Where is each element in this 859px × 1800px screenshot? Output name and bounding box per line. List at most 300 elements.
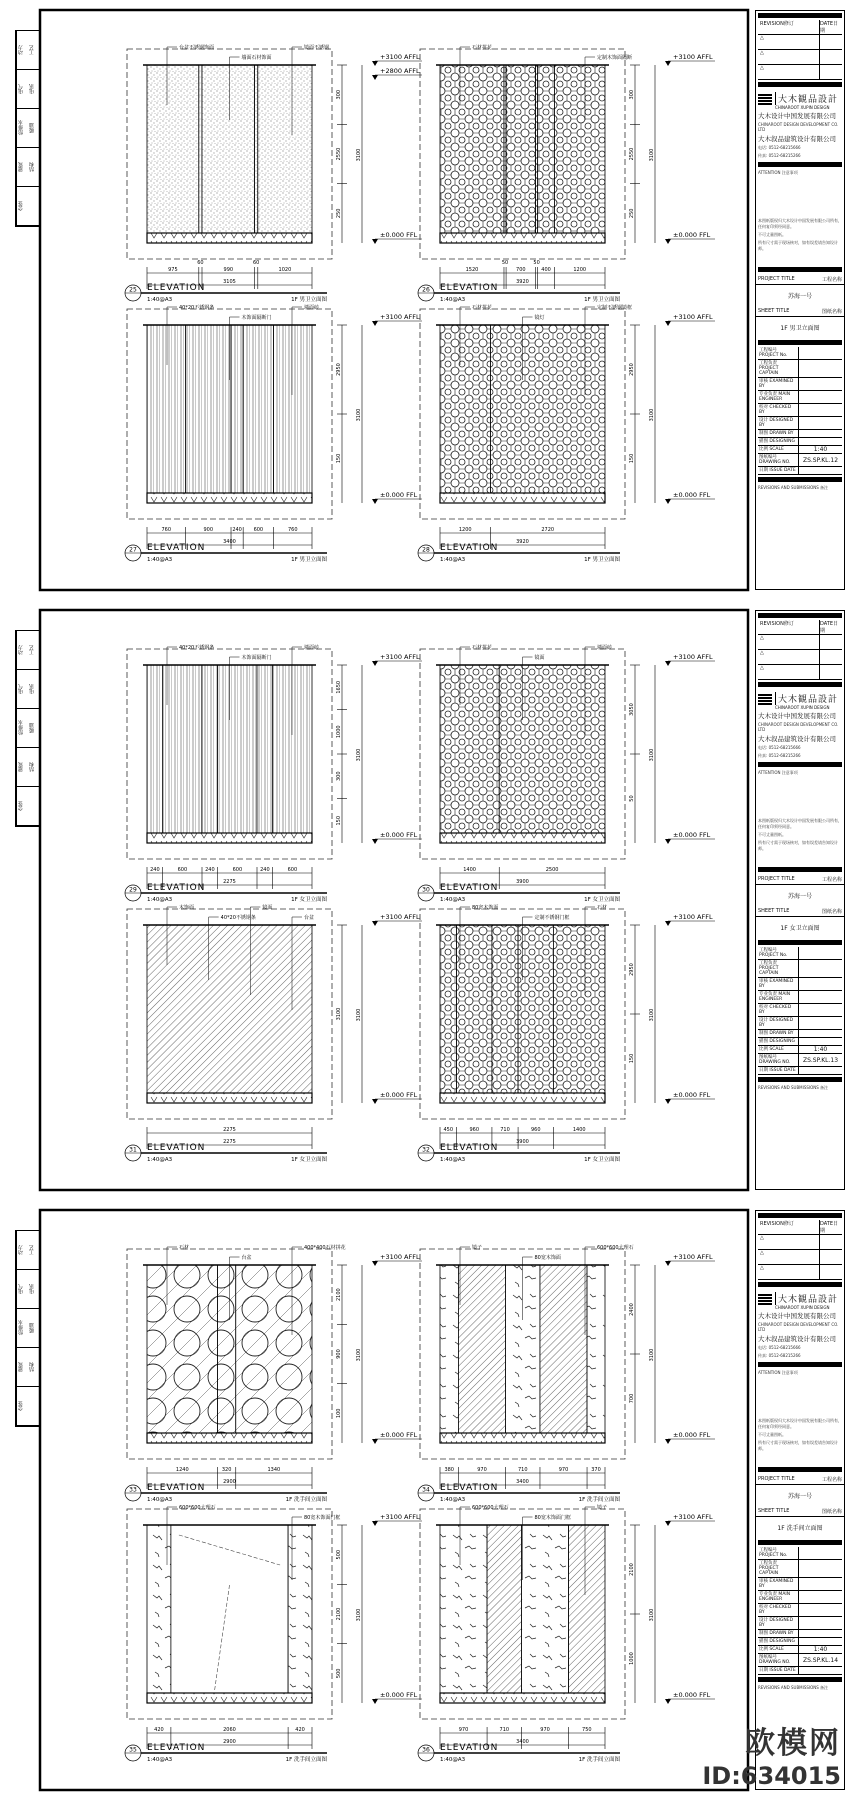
dimension-total: 3900 xyxy=(516,879,529,885)
field-label: 工程编号 PROJECT No. xyxy=(758,1547,799,1559)
dimension-value: 760 xyxy=(161,527,172,533)
elevation-heading: ELEVATION xyxy=(147,543,206,553)
floor-base xyxy=(147,493,312,503)
field-label: 描图 DESIGNING xyxy=(758,1038,799,1045)
vertical-dimension-total-value: 3100 xyxy=(649,408,655,422)
elevation-number: 26 xyxy=(422,286,430,294)
wall-panel xyxy=(231,325,243,493)
annotation-label: 定制木饰面隔断 xyxy=(597,55,633,61)
level-marker-icon xyxy=(665,499,671,504)
elevation-31 xyxy=(125,904,422,1163)
floor-base xyxy=(147,1093,312,1103)
revision-row xyxy=(758,1235,842,1250)
revision-triangle-icon: △ xyxy=(758,65,820,79)
revision-row xyxy=(758,650,842,665)
wall-panel xyxy=(491,325,605,493)
annotation-label: 定制不锈钢镜框 xyxy=(597,305,633,311)
signature-field xyxy=(758,1604,842,1617)
wall-panel xyxy=(147,1265,218,1433)
vertical-dimension-value: 150 xyxy=(336,453,342,464)
elevation-scale: 1:40@A3 xyxy=(147,1157,173,1163)
dimension-value: 320 xyxy=(221,1467,232,1473)
vertical-dimension-value: 1650 xyxy=(336,680,342,694)
elevation-scale: 1:40@A3 xyxy=(440,1757,466,1763)
annotation-label: 镜灯 xyxy=(534,315,545,321)
level-label: +3100 AFFL xyxy=(380,1253,420,1261)
wall-panel xyxy=(163,665,202,833)
level-label: +3100 AFFL xyxy=(380,53,420,61)
elevation-33 xyxy=(125,1244,422,1503)
elevation-number: 35 xyxy=(129,1746,137,1754)
note-text: 不可丈量图纸。 xyxy=(758,1432,786,1437)
annotation-label: 石材拼花 xyxy=(472,645,493,651)
level-label: ±0.000 FFL xyxy=(673,491,711,499)
dimension-total: 3400 xyxy=(223,539,236,545)
dimension-value: 50 xyxy=(501,260,509,266)
wall-panel xyxy=(199,65,202,233)
level-marker-icon xyxy=(665,1261,671,1266)
sheet-title-row xyxy=(756,1506,844,1517)
dimension-value: 1340 xyxy=(267,1467,281,1473)
wall-panel xyxy=(538,65,555,233)
dimension-total: 2900 xyxy=(223,1479,236,1485)
vertical-dimension-value: 900 xyxy=(336,1349,342,1359)
signature-field xyxy=(758,991,842,1004)
vertical-dimension-total-value: 3100 xyxy=(649,1008,655,1022)
company-name-2: 大木叙品建筑设计有限公司 xyxy=(758,735,836,743)
revision-label: REVISION修订 xyxy=(758,620,820,634)
dimension-value: 2500 xyxy=(545,867,559,873)
dimension-value: 750 xyxy=(582,1727,592,1733)
vertical-dimension-value: 500 xyxy=(336,1668,342,1679)
divider-bar xyxy=(758,940,842,945)
date-label: DATE日期 xyxy=(820,1221,839,1234)
signature-field xyxy=(758,978,842,991)
signoff-label: 结构 xyxy=(29,1362,35,1372)
signature-field xyxy=(758,347,842,360)
scale-label: 比例 SCALE xyxy=(758,446,799,453)
logo-english: CHINAROOT XUPIN DESIGN xyxy=(775,105,830,110)
annotation-label: 400*400石材拼花 xyxy=(304,1245,346,1251)
signoff-row xyxy=(16,148,39,187)
wall-panel xyxy=(257,665,273,833)
level-label: ±0.000 FFL xyxy=(673,831,711,839)
signoff-label: 给排水 xyxy=(16,109,28,147)
signoff-label: 建筑 xyxy=(16,748,28,786)
signature-field xyxy=(758,1560,842,1578)
signature-field xyxy=(758,1617,842,1630)
vertical-dimension-value: 2550 xyxy=(336,147,342,161)
dimension-value: 600 xyxy=(253,527,264,533)
sheet-title: 1F 洗手间立面图 xyxy=(777,1525,823,1532)
level-label: +3100 AFFL xyxy=(673,1513,713,1521)
revisions-label: REVISIONS AND SUBMISSIONS 备注 xyxy=(758,485,829,490)
signoff-row xyxy=(16,670,39,709)
floor-base xyxy=(440,493,605,503)
annotation-label: 墙面砖 xyxy=(304,645,320,651)
revision-row xyxy=(758,35,842,50)
signature-field xyxy=(758,947,842,960)
floor-base xyxy=(440,233,605,243)
sheet-title-label-cn: 图纸名称 xyxy=(821,908,842,915)
signature-field xyxy=(758,1578,842,1591)
wall-panel xyxy=(506,65,535,233)
annotation-label: 石材 xyxy=(179,1245,190,1251)
annotation-label: 木饰面隔断门 xyxy=(241,655,272,661)
scale-value: 1:40 xyxy=(813,1046,828,1053)
wall-panel xyxy=(487,1525,521,1693)
divider-bar xyxy=(758,682,842,687)
dimension-value: 60 xyxy=(253,260,260,266)
project-title-label-cn: 工程名称 xyxy=(821,276,842,283)
elevation-scale: 1:40@A3 xyxy=(440,1157,466,1163)
elevation-35 xyxy=(125,1504,422,1763)
elevation-title: 1F 女卫立面图 xyxy=(584,1157,620,1163)
dimension-value: 970 xyxy=(558,1467,569,1473)
scale-field xyxy=(758,1046,842,1054)
divider-bar xyxy=(758,1362,842,1367)
wall-panel xyxy=(587,1265,605,1433)
vertical-dimension-value: 100 xyxy=(336,1408,342,1419)
sheet-title-label-cn: 图纸名称 xyxy=(821,1508,842,1515)
project-title-label-cn: 工程名称 xyxy=(821,1476,842,1483)
issue-date-label: 日期 ISSUE DATE xyxy=(758,467,799,474)
signoff-label xyxy=(28,187,39,225)
field-label: 工程编号 PROJECT No. xyxy=(758,347,799,359)
signature-field xyxy=(758,438,842,446)
company-name-2: 大木叙品建筑设计有限公司 xyxy=(758,1335,836,1343)
signoff-label xyxy=(28,1387,39,1425)
elevation-scale: 1:40@A3 xyxy=(440,1497,466,1503)
divider-bar xyxy=(758,762,842,767)
level-label: ±0.000 FFL xyxy=(380,1431,418,1439)
elevation-32 xyxy=(418,904,715,1163)
vertical-dimension-total-value: 3100 xyxy=(649,1348,655,1362)
sheet-title-row xyxy=(756,306,844,317)
discipline-signoff-strip xyxy=(15,630,40,827)
wall-panel xyxy=(185,325,231,493)
divider-bar xyxy=(758,1677,842,1682)
elevation-number: 34 xyxy=(422,1486,430,1494)
wall-panel xyxy=(553,925,605,1093)
signature-field xyxy=(758,1630,842,1638)
signoff-label: 电气 xyxy=(16,670,28,708)
level-marker-icon xyxy=(372,1099,378,1104)
drawing-sheet xyxy=(40,1210,748,1790)
revisions-label: REVISIONS AND SUBMISSIONS 备注 xyxy=(758,1685,829,1690)
company-phone: 电话: 0512-68215666 xyxy=(758,1345,801,1350)
elevation-heading: ELEVATION xyxy=(440,283,499,293)
scale-value: 1:40 xyxy=(813,1646,828,1653)
issue-date-label: 日期 ISSUE DATE xyxy=(758,1067,799,1074)
vertical-dimension-value: 2400 xyxy=(629,1303,635,1316)
project-title-label: PROJECT TITLE xyxy=(758,1476,795,1482)
vertical-dimension-value: 3050 xyxy=(629,703,635,716)
title-block xyxy=(755,1210,845,1790)
wall-panel xyxy=(518,925,553,1093)
company-phone: 电话: 0512-68215666 xyxy=(758,145,801,150)
signoff-row xyxy=(16,70,39,109)
field-label: 工程编号 PROJECT No. xyxy=(758,947,799,959)
level-label: +3100 AFFL xyxy=(380,913,420,921)
wall-panel xyxy=(273,665,312,833)
sheet-title: 1F 男卫立面图 xyxy=(780,325,820,332)
level-label: ±0.000 FFL xyxy=(380,1691,418,1699)
dimension-value: 970 xyxy=(458,1727,469,1733)
wall-panel xyxy=(243,325,273,493)
level-marker-icon xyxy=(372,61,378,66)
floor-base xyxy=(147,1433,312,1443)
dimension-value: 1200 xyxy=(573,267,587,273)
level-marker-icon xyxy=(665,61,671,66)
level-marker-icon xyxy=(372,499,378,504)
annotation-label: 600*600大理石 xyxy=(472,1505,509,1511)
signoff-label: 电讯 xyxy=(29,84,35,94)
dimension-total: 2275 xyxy=(223,879,236,885)
level-marker-icon xyxy=(665,1099,671,1104)
wall-panel xyxy=(554,65,605,233)
dimension-value: 240 xyxy=(260,867,270,873)
signature-field xyxy=(758,960,842,978)
company-name-2: 大木叙品建筑设计有限公司 xyxy=(758,135,836,143)
revision-triangle-icon: △ xyxy=(758,1235,820,1249)
attention-heading: ATTENTION 注意事项 xyxy=(758,170,798,175)
wall-panel xyxy=(147,65,199,233)
scale-field xyxy=(758,446,842,454)
wall-panel xyxy=(218,1265,236,1433)
logo-text: 大木観品設計 xyxy=(775,692,838,705)
revision-triangle-icon: △ xyxy=(758,635,820,649)
level-label: +3100 AFFL xyxy=(673,913,713,921)
drawing-number-value: ZS.SP.KL.12 xyxy=(802,456,839,464)
annotation-label: 镜面 xyxy=(534,655,545,661)
wall-panel xyxy=(255,65,258,233)
dimension-value: 970 xyxy=(477,1467,487,1473)
field-label: 专业负责 MAIN ENGINEER xyxy=(758,1591,799,1603)
dimension-value: 60 xyxy=(197,260,204,266)
elevation-heading: ELEVATION xyxy=(440,1743,499,1753)
company-name: 大木设计中国发展有限公司 xyxy=(758,112,836,120)
level-marker-icon xyxy=(665,1699,671,1704)
dimension-value: 420 xyxy=(295,1727,305,1733)
project-name: 苏海一号 xyxy=(787,293,812,300)
level-marker-icon xyxy=(372,661,378,666)
elevation-26 xyxy=(418,44,715,303)
level-label: +3100 AFFL xyxy=(673,1253,713,1261)
vertical-dimension-total-value: 3100 xyxy=(356,1348,362,1362)
elevation-number: 27 xyxy=(129,546,137,554)
elevation-scale: 1:40@A3 xyxy=(440,297,466,303)
dimension-value: 400 xyxy=(541,267,551,273)
wall-panel xyxy=(218,665,257,833)
level-marker-icon xyxy=(372,1261,378,1266)
annotation-label: 墙面砖 xyxy=(597,645,613,651)
dimension-total: 3105 xyxy=(223,279,236,285)
dimension-value: 710 xyxy=(500,1127,510,1133)
issue-date-field xyxy=(758,1067,842,1075)
signoff-label: 建筑 xyxy=(16,1348,28,1386)
elevation-scale: 1:40@A3 xyxy=(440,557,466,563)
dimension-value: 240 xyxy=(205,867,215,873)
scale-label: 比例 SCALE xyxy=(758,1646,799,1653)
elevation-title: 1F 男卫立面图 xyxy=(291,297,327,303)
wall-panel xyxy=(440,1525,487,1693)
dimension-total: 3920 xyxy=(516,279,529,285)
note-text: 本图纸版权归大木设计中国发展有限公司所有，任何复印须经同意。 xyxy=(758,818,842,829)
wall-panel xyxy=(569,1525,605,1693)
wall-panel xyxy=(522,1525,569,1693)
elevation-number: 36 xyxy=(422,1746,430,1754)
dimension-total: 3920 xyxy=(516,539,529,545)
dimension-value: 600 xyxy=(177,867,188,873)
vertical-dimension-value: 2100 xyxy=(336,1607,342,1621)
level-marker-icon xyxy=(665,1439,671,1444)
dimension-total: 3400 xyxy=(516,1479,529,1485)
signoff-label: 电讯 xyxy=(29,1284,35,1294)
sheet-title: 1F 女卫立面图 xyxy=(780,925,820,932)
field-label: 工程负责 PROJECT CAPTAIN xyxy=(758,1560,799,1577)
title-block xyxy=(755,610,845,1190)
signoff-label: 电气 xyxy=(16,1270,28,1308)
company-name: 大木设计中国发展有限公司 xyxy=(758,1312,836,1320)
signature-field xyxy=(758,404,842,417)
revision-row xyxy=(758,665,842,680)
signoff-row xyxy=(16,631,39,670)
field-label: 设计 DESIGNED BY xyxy=(758,417,799,429)
level-marker-icon xyxy=(372,321,378,326)
revision-triangle-icon: △ xyxy=(758,650,820,664)
elevation-34 xyxy=(418,1244,715,1503)
field-label: 审核 EXAMINED BY xyxy=(758,978,799,990)
vertical-dimension-total-value: 3100 xyxy=(356,1608,362,1622)
signoff-row xyxy=(16,1270,39,1309)
level-label: +3100 AFFL xyxy=(380,313,420,321)
vertical-dimension-value: 250 xyxy=(629,208,635,219)
wall-panel xyxy=(440,925,457,1093)
attention-heading: ATTENTION 注意事项 xyxy=(758,770,798,775)
wall-panel xyxy=(457,925,492,1093)
elevation-scale: 1:40@A3 xyxy=(147,1757,173,1763)
elevation-heading: ELEVATION xyxy=(440,1143,499,1153)
elevation-scale: 1:40@A3 xyxy=(147,897,173,903)
revision-triangle-icon: △ xyxy=(758,1250,820,1264)
level-label: +3100 AFFL xyxy=(673,653,713,661)
annotation-label: 木饰面 xyxy=(179,905,195,911)
signoff-label: 动力 xyxy=(16,631,28,669)
signoff-label: 工艺 xyxy=(29,645,35,655)
dimension-value: 1400 xyxy=(463,867,476,873)
signoff-row xyxy=(16,1387,39,1426)
vertical-dimension-value: 700 xyxy=(629,1393,635,1404)
wall-panel xyxy=(492,925,518,1093)
wall-panel xyxy=(147,1525,171,1693)
divider-bar xyxy=(758,13,842,18)
elevation-title: 1F 女卫立面图 xyxy=(584,897,620,903)
dimension-value: 240 xyxy=(232,527,242,533)
annotation-label: 镜面不锈钢 xyxy=(304,45,330,51)
signature-field xyxy=(758,378,842,391)
note-text: 所有尺寸需于现场核对，如有误差请告知设计师。 xyxy=(758,1440,838,1451)
issue-date-field xyxy=(758,1667,842,1675)
dimension-value: 50 xyxy=(533,260,540,266)
field-label: 校对 CHECKED BY xyxy=(758,404,799,416)
drawing-number-value: ZS.SP.KL.14 xyxy=(802,1656,839,1664)
divider-bar xyxy=(758,1467,842,1472)
dimension-value: 380 xyxy=(444,1467,454,1473)
divider-bar xyxy=(758,267,842,272)
signature-field xyxy=(758,1638,842,1646)
field-label: 制图 DRAWN BY xyxy=(758,430,799,437)
signoff-row xyxy=(16,109,39,148)
elevation-title: 1F 女卫立面图 xyxy=(291,1157,327,1163)
sheet-title-label: SHEET TITLE xyxy=(758,1508,790,1514)
company-logo xyxy=(756,89,844,105)
dimension-value: 960 xyxy=(530,1127,541,1133)
elevation-scale: 1:40@A3 xyxy=(147,1497,173,1503)
revision-triangle-icon: △ xyxy=(758,1265,820,1279)
dimension-value: 1520 xyxy=(465,267,479,273)
drawing-number-label: 图纸编号 DRAWING NO. xyxy=(758,1054,799,1066)
dimension-value: 1240 xyxy=(175,1467,189,1473)
company-logo xyxy=(756,689,844,705)
annotation-label: 40*20不锈钢条 xyxy=(179,645,215,651)
signoff-label: 暖通 xyxy=(29,123,35,133)
discipline-signoff-strip xyxy=(15,30,40,227)
annotation-label: 定制不锈钢门框 xyxy=(534,915,570,921)
field-label: 校对 CHECKED BY xyxy=(758,1004,799,1016)
watermark-brand: 欧模网 xyxy=(745,1726,841,1761)
vertical-dimension-value: 150 xyxy=(336,815,342,826)
floor-base xyxy=(147,1693,312,1703)
signature-field xyxy=(758,1030,842,1038)
wall-panel xyxy=(440,325,491,493)
signoff-label: 建筑 xyxy=(16,148,28,186)
vertical-dimension-value: 1000 xyxy=(629,1652,635,1665)
signoff-row xyxy=(16,748,39,787)
divider-bar xyxy=(758,613,842,618)
field-label: 描图 DESIGNING xyxy=(758,438,799,445)
elevation-title: 1F 男卫立面图 xyxy=(584,557,620,563)
drawing-number-field xyxy=(758,454,842,467)
annotation-label: 石材拼花 xyxy=(472,305,493,311)
field-label: 设计 DESIGNED BY xyxy=(758,1017,799,1029)
annotation-label: 墙面石材饰面 xyxy=(241,55,272,61)
signature-field xyxy=(758,1591,842,1604)
dimension-value: 370 xyxy=(591,1467,601,1473)
revision-header xyxy=(758,20,842,35)
company-name-english: CHINAROOT DESIGN DEVELOPMENT CO. LTD xyxy=(758,1322,839,1332)
field-label: 设计 DESIGNED BY xyxy=(758,1617,799,1629)
signoff-label xyxy=(28,787,39,825)
divider-bar xyxy=(758,1077,842,1082)
signoff-label: 给排水 xyxy=(16,709,28,747)
dimension-value: 975 xyxy=(168,267,178,273)
elevation-heading: ELEVATION xyxy=(440,1483,499,1493)
logo-english: CHINAROOT XUPIN DESIGN xyxy=(775,705,830,710)
elevation-30 xyxy=(418,644,715,903)
annotation-label: 80宽木饰面 xyxy=(472,905,499,911)
signoff-label: 暖通 xyxy=(29,723,35,733)
wall-panel xyxy=(288,1525,312,1693)
elevation-number: 28 xyxy=(422,546,430,554)
project-name: 苏海一号 xyxy=(787,1493,812,1500)
elevation-heading: ELEVATION xyxy=(147,1743,206,1753)
signoff-label: 电气 xyxy=(16,70,28,108)
vertical-dimension-value: 2950 xyxy=(629,963,635,976)
level-label: ±0.000 FFL xyxy=(673,1431,711,1439)
annotation-label: 600*600大理石 xyxy=(597,1245,634,1251)
signoff-label: 结构 xyxy=(29,162,35,172)
